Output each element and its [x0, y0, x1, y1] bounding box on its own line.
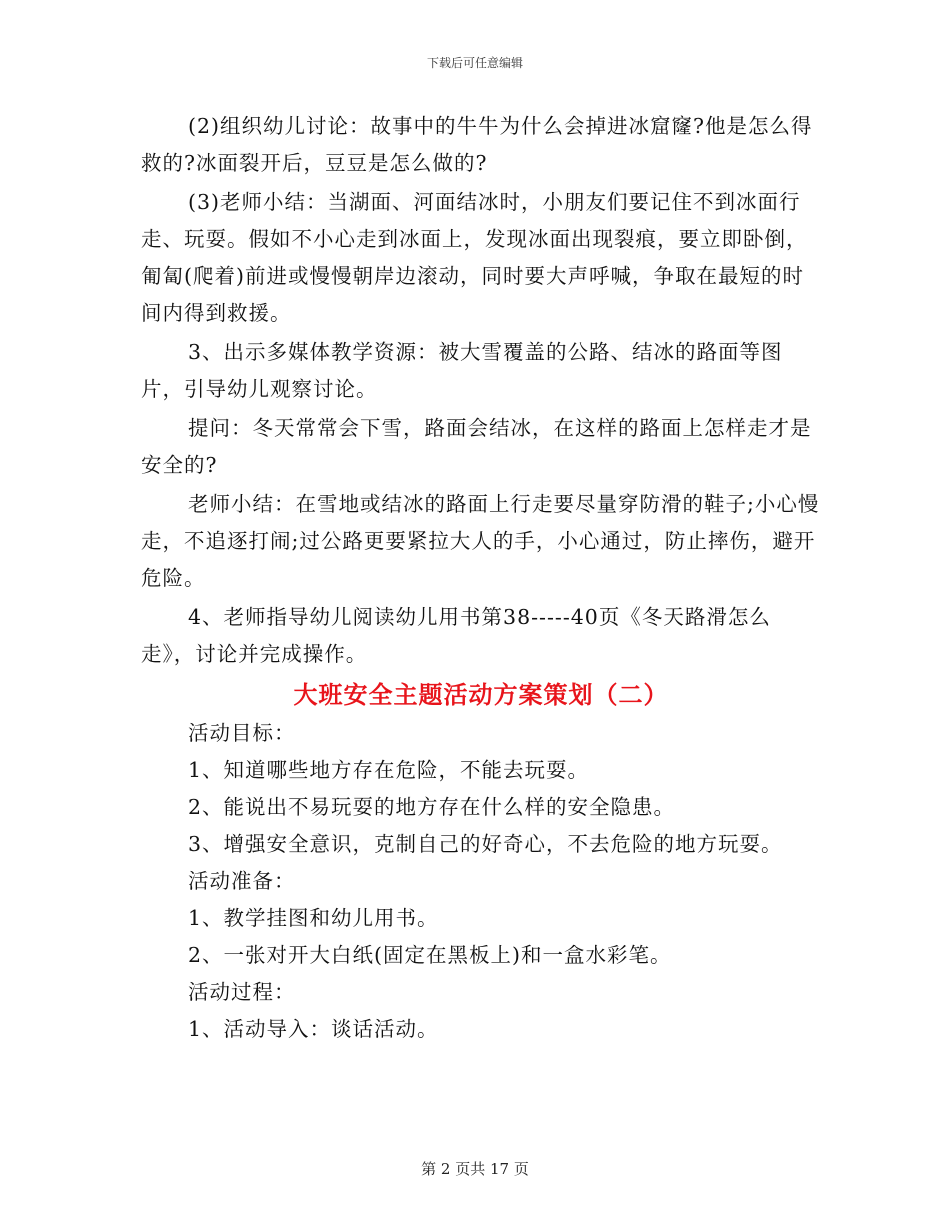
- line-activity-process: 活动过程：: [188, 980, 296, 1004]
- line-activity-goals: 活动目标：: [188, 721, 296, 745]
- line-process-1: 1、活动导入：谈话活动。: [188, 1017, 439, 1041]
- paragraph-teacher-summary-ice: (3)老师小结：当湖面、河面结冰时，小朋友们要记住不到冰面行走、玩耍。假如不小心走到冰面上，发现冰面出现裂痕，要立即卧倒，匍匐(爬着)前进或慢慢朝岸边滚动，同时要大声呼喊，争取在最短的时间内得到救援。: [141, 190, 808, 325]
- document-body: [141, 108, 821, 1048]
- paragraph-question: 提问：冬天常常会下雪，路面会结冰，在这样的路面上怎样走才是安全的?: [141, 416, 812, 477]
- line-goal-1: 1、知道哪些地方存在危险，不能去玩耍。: [188, 758, 590, 782]
- line-prep-2: 2、一张对开大白纸(固定在黑板上)和一盒水彩笔。: [188, 943, 672, 967]
- paragraph-reading: 4、老师指导幼儿阅读幼儿用书第38-----40页《冬天路滑怎么走》，讨论并完成操作。: [141, 605, 771, 666]
- paragraph-discussion: (2)组织幼儿讨论：故事中的牛牛为什么会掉进冰窟窿?他是怎么得救的?冰面裂开后，豆豆是怎么做的?: [141, 114, 813, 175]
- line-goal-2: 2、能说出不易玩耍的地方存在什么样的安全隐患。: [188, 795, 676, 819]
- paragraph-multimedia: 3、出示多媒体教学资源：被大雪覆盖的公路、结冰的路面等图片，引导幼儿观察讨论。: [141, 340, 783, 401]
- page-header: 下载后可任意编辑: [426, 56, 523, 70]
- line-goal-3: 3、增强安全意识，克制自己的好奇心，不去危险的地方玩耍。: [188, 832, 783, 856]
- line-prep-1: 1、教学挂图和幼儿用书。: [188, 906, 439, 930]
- section-title: 大班安全主题活动方案策划（二）: [293, 680, 669, 709]
- line-activity-prep: 活动准备：: [188, 869, 296, 893]
- paragraph-teacher-summary-road: 老师小结：在雪地或结冰的路面上行走要尽量穿防滑的鞋子;小心慢走，不追逐打闹;过公路更要紧拉大人的手，小心通过，防止摔伤，避开危险。: [141, 492, 820, 590]
- page-footer: 第 2 页共 17 页: [421, 1160, 529, 1178]
